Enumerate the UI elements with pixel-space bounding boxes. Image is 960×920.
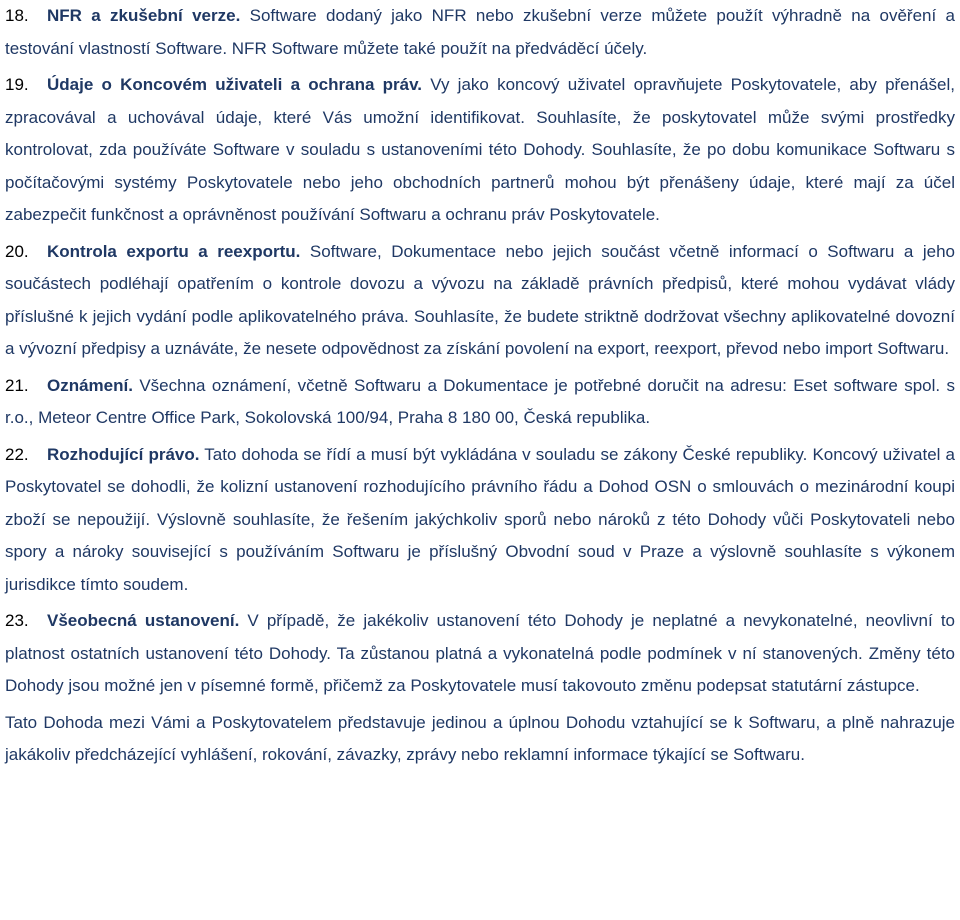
section-number: 18. (5, 6, 29, 25)
section-18 (5, 0, 955, 65)
section-number: 20. (5, 241, 29, 261)
section-heading: NFR a zkušební verze. (47, 6, 241, 25)
section-heading: Údaje o Koncovém uživateli a ochrana práv. (47, 75, 423, 94)
section-heading: Oznámení. (47, 375, 133, 395)
section-number: 19. (5, 75, 29, 94)
section-text: Vy jako koncový uživatel opravňujete Poskytovatele, aby přenášel, zpracovával a uchovával údaje, které Vás umožní identifikovat. Souhlasíte, že poskytovatel může svými prostředky kontrolovat, zda používáte Software v souladu s ustanoveními této Dohody. Souhlasíte, že po dobu komunikace Softwaru s počítačovými systémy Poskytovatele nebo jeho obchodních partnerů mohou být přenášeny údaje, které mají za účel zabezpečit funkčnost a oprávněnost používání Softwaru a ochranu práv Poskytovatele. (5, 75, 955, 224)
section-number: 23. (5, 611, 29, 630)
section-number: 21. (5, 375, 29, 395)
license-agreement-document (5, 0, 955, 776)
section-20 (5, 236, 955, 366)
section-heading: Rozhodující právo. (47, 444, 200, 464)
section-text: Software, Dokumentace nebo jejich součást včetně informací o Softwaru a jeho součástech podléhají opatřením o kontrole dovozu a vývozu na základě právních předpisů, které mohou vydávat vlády příslušné k jejich vydání podle aplikovatelného práva. Souhlasíte, že budete striktně dodržovat všechny aplikovatelné dovozní a vývozní předpisy a uznáváte, že nesete odpovědnost za získání povolení na export, reexport, převod nebo import Softwaru. (5, 241, 955, 358)
section-19 (5, 69, 955, 232)
section-text: Všechna oznámení, včetně Softwaru a Dokumentace je potřebné doručit na adresu: Eset software spol. s r.o., Meteor Centre Office Park, Sokolovská 100/94, Praha 8 180 00, Česká republika. (5, 375, 955, 427)
section-text: Tato dohoda se řídí a musí být vykládána v souladu se zákony České republiky. Koncový uživatel a Poskytovatel se dohodli, že kolizní ustanovení rozhodujícího právního řádu a Dohod OSN o smlouvách o mezinárodní koupi zboží se nepoužijí. Výslovně souhlasíte, že řešením jakýchkoliv sporů nebo nároků z této Dohody vůči Poskytovateli nebo spory a nároky související s používáním Softwaru je příslušný Obvodní soud v Praze a výslovně souhlasíte s výkonem jurisdikce tímto soudem. (5, 444, 956, 594)
section-heading: Všeobecná ustanovení. (47, 611, 240, 630)
section-23 (5, 605, 955, 703)
section-heading: Kontrola exportu a reexportu. (47, 241, 301, 261)
section-text: V případě, že jakékoliv ustanovení této Dohody je neplatné a nevykonatelné, neovlivní to platnost ostatních ustanovení této Dohody. Ta zůstanou platná a vykonatelná podle podmínek v ní stanovených. Změny této Dohody jsou možné jen v písemné formě, přičemž za Poskytovatele musí takovouto změnu podepsat statutární zástupce. (5, 611, 955, 695)
section-text: Software dodaný jako NFR nebo zkušební verze můžete použít výhradně na ověření a testování vlastností Software. NFR Software můžete také použít na předváděcí účely. (5, 6, 955, 58)
section-22 (5, 439, 955, 602)
section-number: 22. (5, 444, 29, 464)
section-21 (5, 370, 955, 435)
closing-paragraph: Tato Dohoda mezi Vámi a Poskytovatelem představuje jedinou a úplnou Dohodu vztahující se k Softwaru, a plně nahrazuje jakákoliv předcházející vyhlášení, rokování, závazky, zprávy nebo reklamní informace týkající se Softwaru. (5, 712, 955, 764)
